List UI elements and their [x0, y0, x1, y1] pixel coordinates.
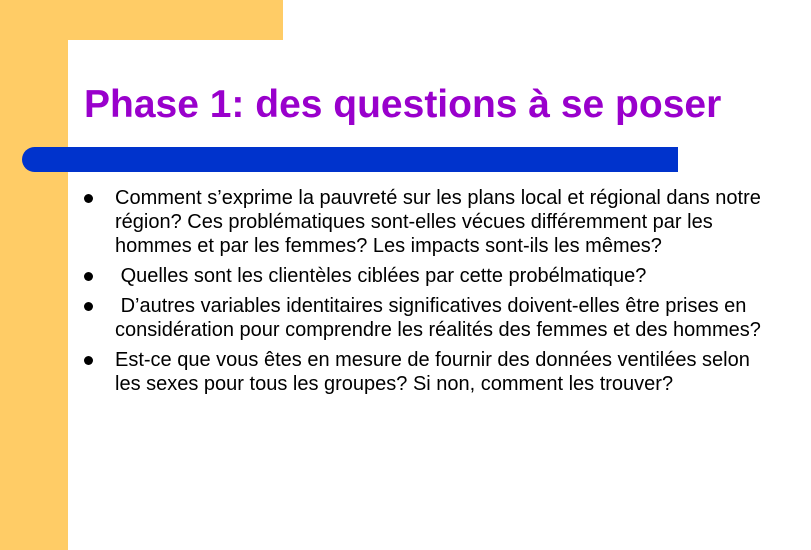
bullet-text: D’autres variables identitaires significatives doivent-elles être prises en considération pour comprendre les réalités des femmes et des hommes? [115, 295, 761, 341]
slide-title: Phase 1: des questions à se poser [84, 83, 722, 126]
bullet-item [84, 264, 774, 288]
bullet-dot-icon [84, 302, 93, 311]
bullet-text: Comment s’exprime la pauvreté sur les plans local et régional dans notre région? Ces problématiques sont-elles vécues différemment par les hommes et par les femmes? Les impacts sont-ils les mêmes? [115, 187, 761, 257]
bullet-text: Est-ce que vous êtes en mesure de fournir des données ventilées selon les sexes pour tous les groupes? Si non, comment les trouver? [115, 349, 750, 395]
title-underline-bar [22, 147, 678, 172]
bullet-text: Quelles sont les clientèles ciblées par cette probélmatique? [115, 265, 647, 287]
bullet-item [84, 348, 774, 396]
bullet-item [84, 294, 774, 342]
bullet-dot-icon [84, 194, 93, 203]
top-accent-band [0, 0, 283, 40]
bullet-dot-icon [84, 356, 93, 365]
bullet-list [84, 186, 774, 402]
bullet-dot-icon [84, 272, 93, 281]
left-accent-band [0, 0, 68, 550]
bullet-item [84, 186, 774, 258]
